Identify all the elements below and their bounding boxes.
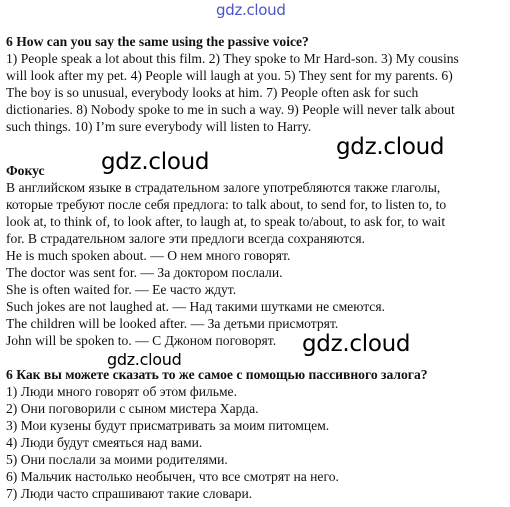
text-line: 1) Люди много говорят об этом фильме.	[6, 384, 237, 399]
text-line: 2) Они поговорили с сыном мистера Харда.	[6, 401, 259, 416]
focus-body	[6, 179, 446, 349]
watermark: gdz.cloud	[107, 350, 182, 369]
watermark-top: gdz.cloud	[216, 1, 286, 19]
example-line: Such jokes are not laughed at. — Над такими шутками не смеются.	[6, 299, 385, 314]
text-line: 6) Мальчик настолько необычен, что все смотрят на него.	[6, 469, 339, 484]
focus-section	[6, 162, 446, 349]
text-line: dictionaries. 8) Nobody spoke to me in such a way. 9) People will never talk about	[6, 102, 455, 117]
focus-title: Фокус	[6, 163, 45, 178]
exercise-russian	[6, 366, 428, 502]
text-line: such things. 10) I’m sure everybody will listen to Harry.	[6, 119, 312, 134]
example-line: The children will be looked after. — За детьми присмотрят.	[6, 316, 339, 331]
text-line: will look after my pet. 4) People will laugh at you. 5) They sent for my parents. 6)	[6, 68, 453, 83]
text-line: 1) People speak a lot about this film. 2) They spoke to Mr Hard-son. 3) My cousins	[6, 51, 459, 66]
exercise-english-body	[6, 50, 459, 135]
watermark: gdz.cloud	[302, 331, 411, 357]
example-line: She is often waited for. — Ее часто ждут.	[6, 282, 237, 297]
exercise-english	[6, 33, 459, 135]
exercise-english-title: 6 How can you say the same using the passive voice?	[6, 34, 309, 49]
text-line: for. В страдательном залоге эти предлоги всегда сохраняются.	[6, 231, 365, 246]
watermark: gdz.cloud	[101, 149, 210, 175]
text-line: 7) Люди часто спрашивают такие словари.	[6, 486, 253, 501]
text-line: 4) Люди будут смеяться над вами.	[6, 435, 203, 450]
example-line: He is much spoken about. — О нем много говорят.	[6, 248, 291, 263]
text-line: В английском языке в страдательном залоге употребляются также глаголы,	[6, 180, 441, 195]
watermark: gdz.cloud	[336, 134, 445, 160]
text-line: 3) Мои кузены будут присматривать за моим питомцем.	[6, 418, 330, 433]
text-line: которые требуют после себя предлога: to talk about, to send for, to listen to, to	[6, 197, 447, 212]
exercise-russian-title: 6 Как вы можете сказать то же самое с помощью пассивного залога?	[6, 367, 428, 382]
example-line: The doctor was sent for. — За доктором послали.	[6, 265, 283, 280]
exercise-russian-body	[6, 383, 428, 502]
text-line: The boy is so unusual, everybody looks at him. 7) People often ask for such	[6, 85, 419, 100]
text-line: look at, to think of, to look after, to laugh at, to speak to/about, to ask for, to wait	[6, 214, 446, 229]
example-line: John will be spoken to. — С Джоном поговорят.	[6, 333, 277, 348]
text-line: 5) Они послали за моими родителями.	[6, 452, 228, 467]
